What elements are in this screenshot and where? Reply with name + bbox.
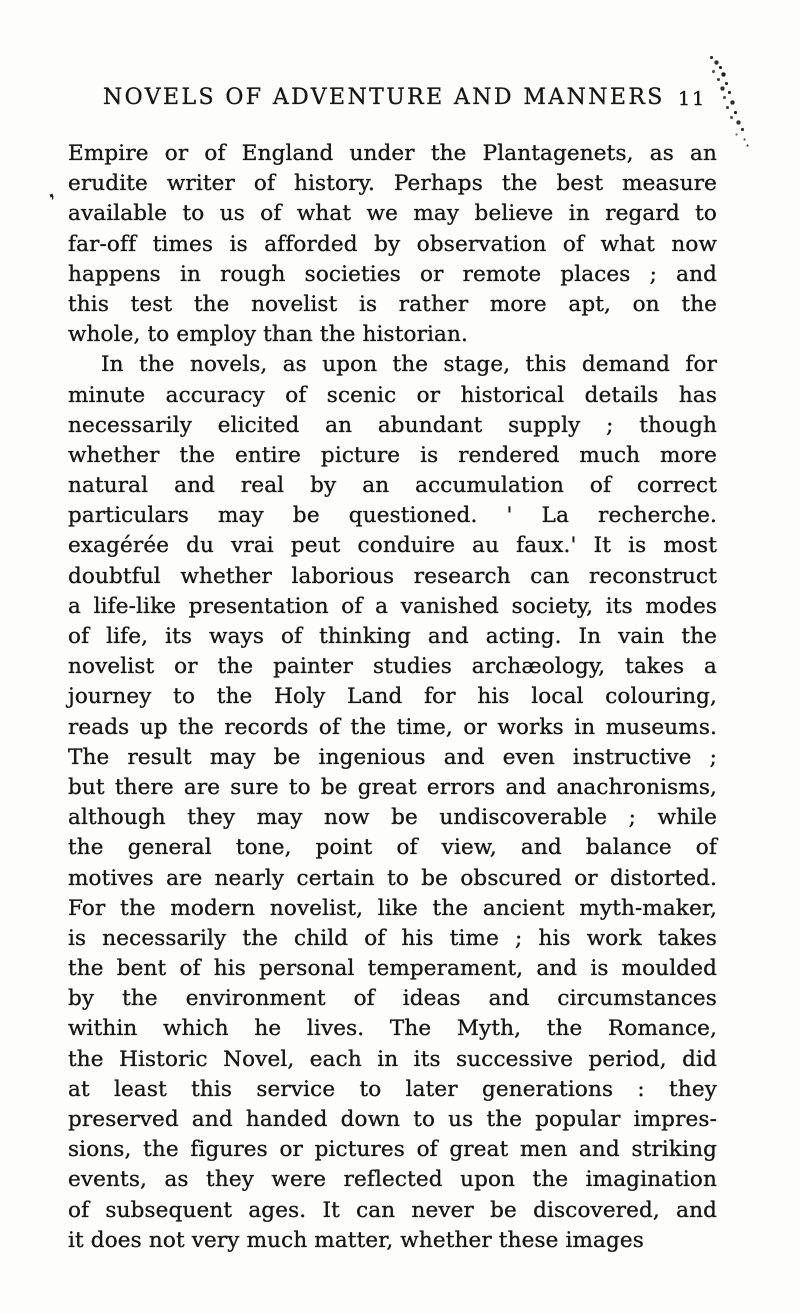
- text-line: of subsequent ages. It can never be discovered, and: [68, 1197, 717, 1223]
- text-line: motives are nearly certain to be obscured or distorted.: [68, 865, 717, 891]
- text-line: is necessarily the child of his time ; his work takes: [68, 925, 717, 951]
- text-line: minute accuracy of scenic or historical details has: [68, 382, 717, 408]
- text-line: far-off times is afforded by observation of what now: [68, 231, 717, 257]
- text-line: events, as they were reflected upon the imagination: [68, 1167, 717, 1193]
- text-line: In the novels, as upon the stage, this demand for: [101, 352, 717, 378]
- text-line: the Historic Novel, each in its successive period, did: [68, 1046, 717, 1072]
- text-line: erudite writer of history. Perhaps the best measure: [68, 171, 717, 197]
- ink-smudge: [710, 56, 713, 59]
- text-line: available to us of what we may believe in regard to: [68, 201, 717, 227]
- text-line: natural and real by an accumulation of correct: [68, 473, 717, 499]
- text-line: reads up the records of the time, or works in museums.: [68, 714, 717, 740]
- text-line: Empire or of England under the Plantagenets, as an: [68, 141, 717, 166]
- text-line: by the environment of ideas and circumstances: [68, 986, 717, 1012]
- text-line: whether the entire picture is rendered much more: [68, 442, 717, 468]
- text-line: journey to the Holy Land for his local colouring,: [68, 684, 717, 710]
- text-line: The result may be ingenious and even instructive ;: [68, 744, 717, 770]
- text-line: happens in rough societies or remote places ; and: [68, 261, 717, 287]
- text-line: the bent of his personal temperament, and is moulded: [68, 956, 717, 982]
- text-line: particulars may be questioned. ' La recherche.: [68, 503, 717, 529]
- stray-ink-mark: ❜: [47, 190, 60, 212]
- text-line: sions, the figures or pictures of great men and striking: [68, 1137, 717, 1163]
- text-line: exagérée du vrai peut conduire au faux.' It is most: [68, 533, 717, 559]
- running-title: NOVELS OF ADVENTURE AND MANNERS: [103, 85, 665, 110]
- text-line: at least this service to later generations : they: [68, 1076, 717, 1102]
- text-line: preserved and handed down to us the popular impres-: [68, 1107, 717, 1132]
- text-line: whole, to employ than the historian.: [68, 322, 468, 348]
- text-line: necessarily elicited an abundant supply ; though: [68, 412, 717, 438]
- body-text: [68, 139, 717, 1256]
- text-line: For the modern novelist, like the ancient myth-maker,: [68, 895, 717, 921]
- page-number: 11: [678, 88, 707, 110]
- text-line: doubtful whether laborious research can reconstruct: [68, 563, 717, 589]
- text-line: it does not very much matter, whether these images: [68, 1227, 644, 1253]
- text-line: this test the novelist is rather more apt, on the: [68, 291, 717, 317]
- text-line: within which he lives. The Myth, the Romance,: [68, 1016, 717, 1042]
- text-line: the general tone, point of view, and balance of: [68, 835, 717, 861]
- text-line: but there are sure to be great errors and anachronisms,: [68, 774, 717, 800]
- text-line: although they may now be undiscoverable ; while: [68, 805, 717, 831]
- text-line: novelist or the painter studies archæology, takes a: [68, 654, 717, 680]
- text-line: of life, its ways of thinking and acting. In vain the: [68, 624, 717, 649]
- text-line: a life-like presentation of a vanished society, its modes: [68, 593, 717, 619]
